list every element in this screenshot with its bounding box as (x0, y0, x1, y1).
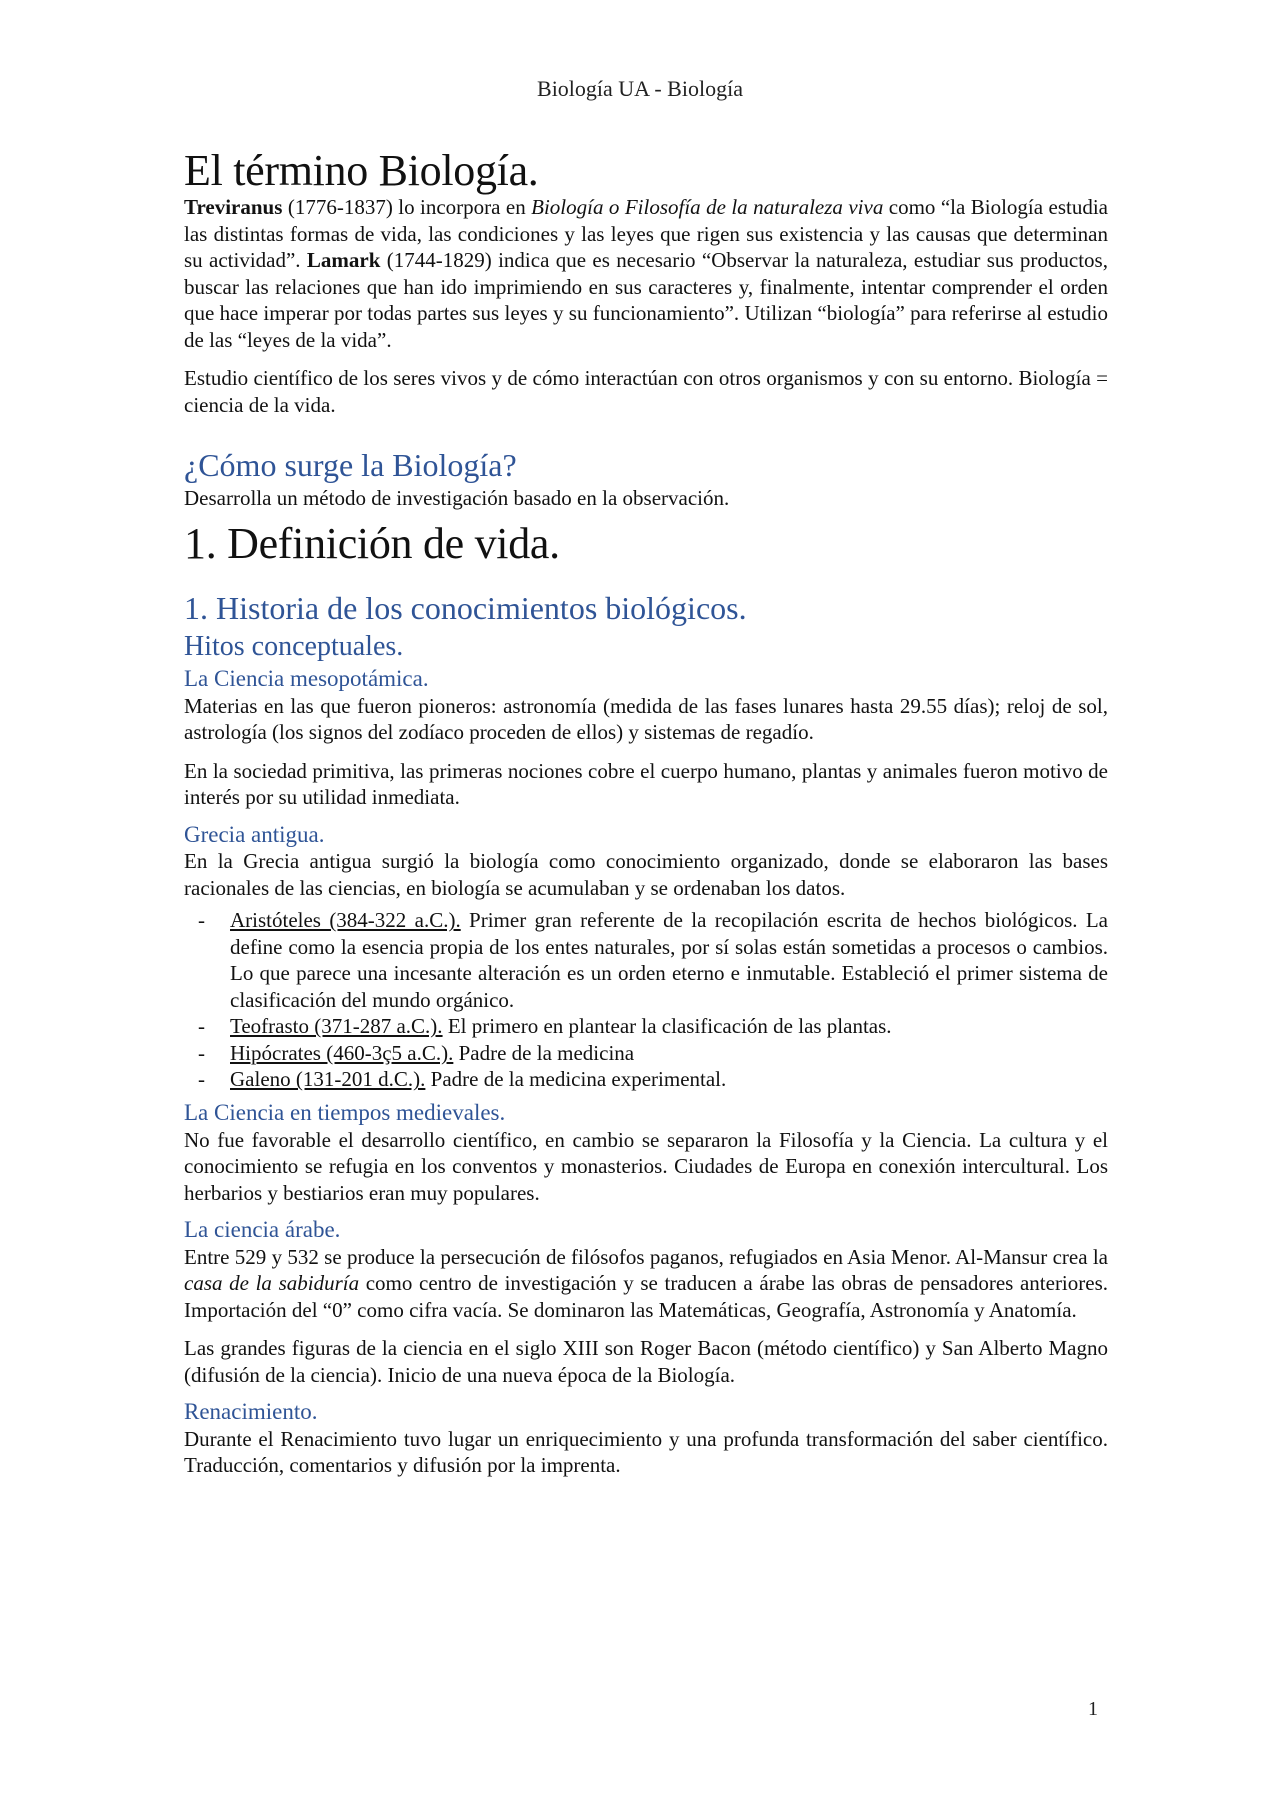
text-segment: (1744-1829) indica que es necesario “Observar la naturaleza, estudiar sus productos, buscar las relaciones que han ido imprimiendo en sus caracteres y, finalmente, intentar comprender el orden que hace imperar por todas partes sus leyes y su funcionamiento”. Utilizan “biología” para referirse al estudio de las “leyes de la vida”. (184, 248, 1108, 352)
list-item (230, 1066, 1108, 1093)
list-item (230, 1013, 1108, 1040)
paragraph-renacimiento: Durante el Renacimiento tuvo lugar un enriquecimiento y una profunda transformación del saber científico. Traducción, comentarios y difusión por la imprenta. (184, 1426, 1108, 1478)
item-text: Padre de la medicina experimental. (425, 1067, 727, 1092)
grecia-list (184, 907, 1108, 1093)
list-item (230, 1040, 1108, 1067)
item-name: Aristóteles (384-322 a.C.). (230, 908, 461, 933)
heading-medievales: La Ciencia en tiempos medievales. (184, 1099, 506, 1125)
item-name: Teofrasto (371-287 a.C.). (230, 1014, 443, 1039)
author-treviranus: Treviranus (184, 195, 283, 220)
paragraph-mesopotamia-1: Materias en las que fueron pioneros: astronomía (medida de las fases lunares hasta 29.55 días); reloj de sol, astrología (los signos del zodíaco proceden de ellos) y sistemas de regadío. (184, 693, 1108, 745)
paragraph-arabe-1 (184, 1244, 1108, 1324)
item-text: El primero en plantear la clasificación de las plantas. (442, 1014, 892, 1039)
text-segment: (1776-1837) lo incorpora en (282, 195, 532, 220)
item-text: Primer gran referente de la recopilación escrita de hechos biológicos. La define como la esencia propia de los entes naturales, por sí solas están sometidas a procesos o cambios. Lo que parece una incesante alteración es un orden eterno e inmutable. Estableció el primer sistema de clasificación del mundo orgánico. (230, 908, 1108, 1012)
item-text: Padre de la medicina (453, 1040, 635, 1065)
heading-mesopotamia: La Ciencia mesopotámica. (184, 666, 429, 692)
paragraph-treviranus (184, 194, 1108, 353)
text-segment: como “la Biología estudia las distintas formas de vida, las condiciones y las leyes que rigen sus existencia y las causas que determinan su actividad”. (184, 195, 1108, 273)
item-name: Galeno (131-201 d.C.). (230, 1067, 426, 1092)
paragraph-mesopotamia-2: En la sociedad primitiva, las primeras nociones cobre el cuerpo humano, plantas y animales fueron motivo de interés por su utilidad inmediata. (184, 758, 1108, 810)
heading-arabe: La ciencia árabe. (184, 1217, 341, 1243)
list-item (230, 907, 1108, 1013)
heading-historia: 1. Historia de los conocimientos biológicos. (184, 590, 747, 627)
item-name: Hipócrates (460-3ç5 a.C.). (230, 1040, 454, 1065)
heading-renacimiento: Renacimiento. (184, 1399, 318, 1425)
paragraph-medievales: No fue favorable el desarrollo científico, en cambio se separaron la Filosofía y la Ciencia. La cultura y el conocimiento se refugia en los conventos y monasterios. Ciudades de Europa en conexión intercultural. Los herbarios y bestiarios eran muy populares. (184, 1127, 1108, 1205)
heading-grecia: Grecia antigua. (184, 821, 325, 847)
heading-como-surge: ¿Cómo surge la Biología? (184, 447, 517, 484)
author-lamark: Lamark (306, 248, 381, 273)
text-segment: Entre 529 y 532 se produce la persecución de filósofos paganos, refugiados en Asia Menor. Al-Mansur crea la (184, 1244, 1108, 1269)
running-header: Biología UA - Biología (537, 76, 743, 101)
heading-definicion-vida: 1. Definición de vida. (184, 519, 560, 569)
page-number: 1 (1088, 1698, 1098, 1720)
heading-el-termino: El término Biología. (184, 146, 539, 195)
book-title: Biología o Filosofía de la naturaleza viva (531, 195, 884, 220)
heading-hitos: Hitos conceptuales. (184, 630, 404, 662)
document-body (184, 148, 1108, 1479)
text-segment: como centro de investigación y se traducen a árabe las obras de pensadores anteriores. Importación del “0” como cifra vacía. Se dominaron las Matemáticas, Geografía, Astronomía y Anatomía. (184, 1271, 1109, 1322)
emphasis-casa-sabiduria: casa de la sabiduría (184, 1271, 360, 1296)
paragraph-estudio: Estudio científico de los seres vivos y de cómo interactúan con otros organismos y con su entorno. Biología = ciencia de la vida. (184, 366, 1108, 417)
paragraph-metodo: Desarrolla un método de investigación basado en la observación. (184, 485, 730, 510)
paragraph-arabe-2: Las grandes figuras de la ciencia en el siglo XIII son Roger Bacon (método científico) y San Alberto Magno (difusión de la ciencia). Inicio de una nueva época de la Biología. (184, 1336, 1108, 1387)
paragraph-grecia: En la Grecia antigua surgió la biología como conocimiento organizado, donde se elaboraron las bases racionales de las ciencias, en biología se acumulaban y se ordenaban los datos. (184, 849, 1108, 900)
